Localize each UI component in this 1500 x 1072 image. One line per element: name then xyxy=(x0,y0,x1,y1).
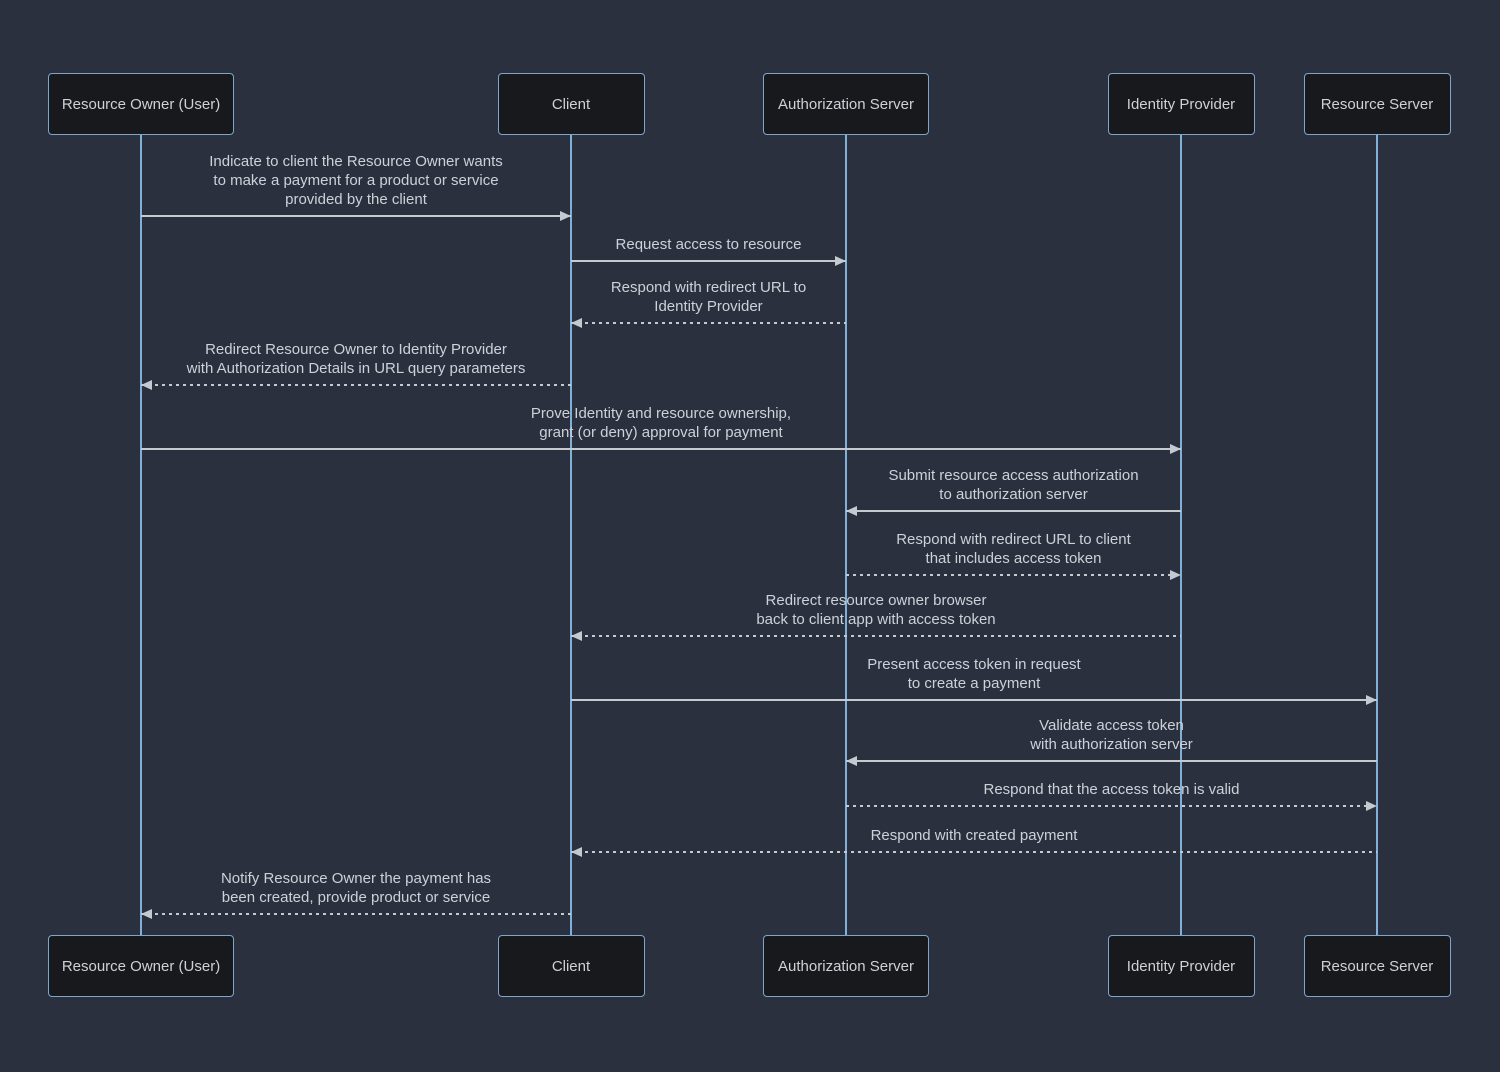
arrowhead-left-icon xyxy=(571,847,582,857)
message-arrow-line xyxy=(571,851,1377,853)
message-label: Respond with created payment xyxy=(870,827,1078,844)
message-label: Present access token in request to create a payment xyxy=(867,656,1081,692)
arrowhead-right-icon xyxy=(1170,444,1181,454)
arrowhead-left-icon xyxy=(571,318,582,328)
message-label: Redirect Resource Owner to Identity Provider with Authorization Details in URL query parameters xyxy=(186,341,526,377)
message-arrow-line xyxy=(141,448,1181,450)
actor-top-resource-owner xyxy=(48,73,234,135)
lifeline-resource-owner xyxy=(140,135,142,935)
message-arrow-line xyxy=(141,913,571,915)
message-label: Notify Resource Owner the payment has been created, provide product or service xyxy=(220,870,492,906)
actor-top-client xyxy=(498,73,645,135)
message-label: Validate access token with authorization server xyxy=(1030,717,1193,753)
actor-label: Authorization Server xyxy=(778,95,914,113)
message-arrow-line xyxy=(846,574,1181,576)
actor-label: Client xyxy=(551,957,591,975)
arrowhead-right-icon xyxy=(835,256,846,266)
message-label: Request access to resource xyxy=(615,236,802,253)
message-arrow-line xyxy=(846,760,1377,762)
lifeline-client xyxy=(570,135,572,935)
actor-bottom-resource-owner xyxy=(48,935,234,997)
message-label: Respond with redirect URL to Identity Provider xyxy=(610,279,807,315)
message-arrow-line xyxy=(571,635,1181,637)
message-label: Prove Identity and resource ownership, grant (or deny) approval for payment xyxy=(530,405,792,441)
message-arrow-line xyxy=(846,510,1181,512)
actor-label: Resource Server xyxy=(1320,95,1434,113)
actor-bottom-authorization-server xyxy=(763,935,929,997)
actor-top-identity-provider xyxy=(1108,73,1255,135)
message-label: Respond that the access token is valid xyxy=(983,781,1240,798)
arrowhead-left-icon xyxy=(846,506,857,516)
actor-label: Client xyxy=(551,95,591,113)
arrowhead-left-icon xyxy=(141,380,152,390)
actor-label: Identity Provider xyxy=(1126,957,1236,975)
actor-top-resource-server xyxy=(1304,73,1451,135)
actor-bottom-identity-provider xyxy=(1108,935,1255,997)
actor-label: Resource Server xyxy=(1320,957,1434,975)
arrowhead-left-icon xyxy=(571,631,582,641)
arrowhead-right-icon xyxy=(560,211,571,221)
message-label: Redirect resource owner browser back to client app with access token xyxy=(756,592,996,628)
message-arrow-line xyxy=(571,699,1377,701)
message-label: Submit resource access authorization to authorization server xyxy=(888,467,1139,503)
arrowhead-left-icon xyxy=(141,909,152,919)
message-arrow-line xyxy=(571,322,846,324)
arrowhead-right-icon xyxy=(1366,695,1377,705)
message-arrow-line xyxy=(141,215,571,217)
message-arrow-line xyxy=(846,805,1377,807)
lifeline-resource-server xyxy=(1376,135,1378,935)
actor-label: Authorization Server xyxy=(778,957,914,975)
arrowhead-right-icon xyxy=(1170,570,1181,580)
arrowhead-right-icon xyxy=(1366,801,1377,811)
message-arrow-line xyxy=(571,260,846,262)
message-arrow-line xyxy=(141,384,571,386)
message-label: Respond with redirect URL to client that includes access token xyxy=(896,531,1131,567)
actor-bottom-client xyxy=(498,935,645,997)
actor-label: Identity Provider xyxy=(1126,95,1236,113)
message-label: Indicate to client the Resource Owner wants to make a payment for a product or service provided by the client xyxy=(209,153,503,208)
actor-bottom-resource-server xyxy=(1304,935,1451,997)
arrowhead-left-icon xyxy=(846,756,857,766)
actor-label: Resource Owner (User) xyxy=(61,957,221,975)
actor-label: Resource Owner (User) xyxy=(61,95,221,113)
actor-top-authorization-server xyxy=(763,73,929,135)
